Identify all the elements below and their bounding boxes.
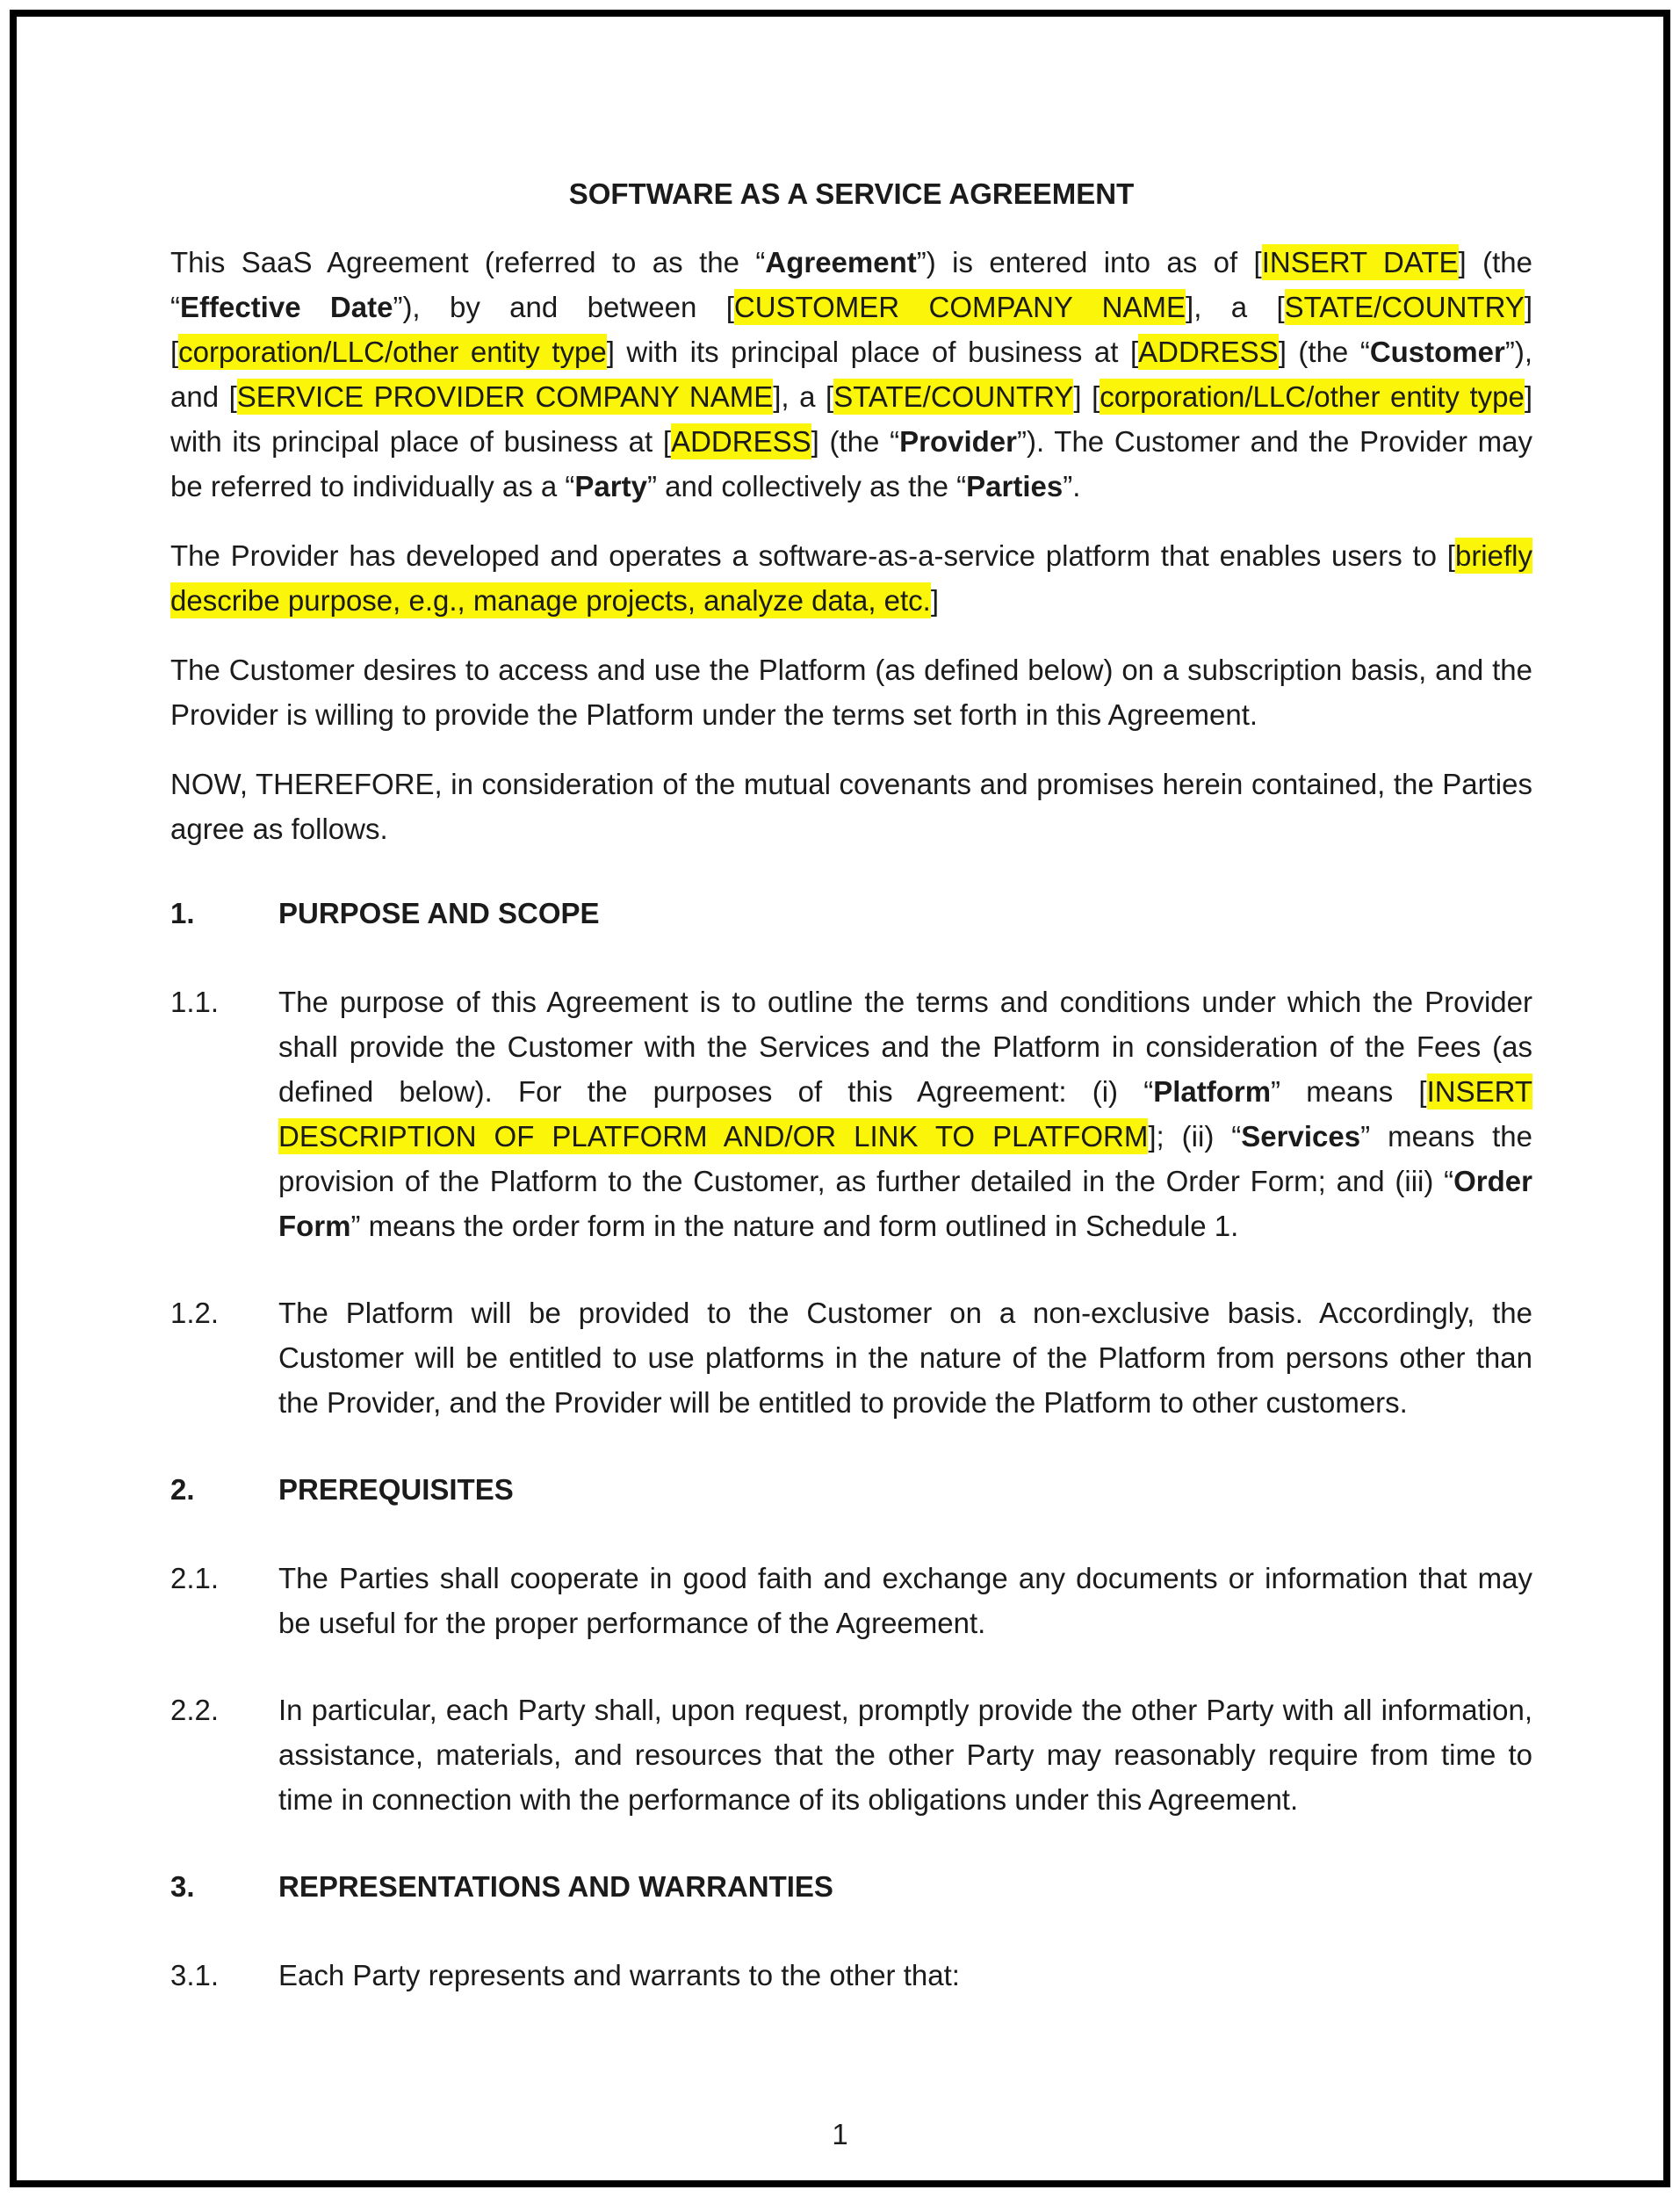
text-run: Order Form (278, 1165, 1532, 1242)
section (170, 1467, 1532, 1822)
clause-number: 2.1. (170, 1562, 220, 1594)
text-run: ”). The Customer and the Provider may be referred to individually as a “ (170, 425, 1533, 502)
text-run: ” means [ (1271, 1075, 1427, 1108)
clause (170, 1556, 1532, 1645)
section-title: PREREQUISITES (278, 1473, 514, 1506)
text-run: ”), by and between [ (393, 291, 734, 323)
text-run: The Platform will be provided to the Customer on a non-exclusive basis. Accordingly, the Customer will be entitled to use platforms in the nature of the Platform from persons other than the Provider, and the Provider will be entitled to provide the Platform to other customers. (278, 1297, 1532, 1419)
text-run: ”) is entered into as of [ (916, 246, 1262, 278)
text-run: Effective Date (180, 291, 393, 323)
text-run: The Provider has developed and operates a software-as-a-service platform that enables users to [ (170, 539, 1455, 572)
section (170, 891, 1532, 1425)
clause (170, 1953, 1532, 1998)
text-run: This SaaS Agreement (referred to as the “ (170, 246, 766, 278)
section-heading (170, 891, 1532, 936)
text-run: ”), and [ (170, 336, 1532, 413)
text-run: ] (the “ (1278, 336, 1370, 368)
text-run: ” means the order form in the nature and form outlined in Schedule 1. (350, 1210, 1239, 1242)
intro-paragraph (170, 762, 1532, 851)
text-run: ]; (ii) “ (1148, 1120, 1242, 1153)
clause (170, 979, 1532, 1248)
clause (170, 1290, 1532, 1425)
section-title: REPRESENTATIONS AND WARRANTIES (278, 1870, 833, 1903)
text-run: ], a [ (773, 380, 834, 413)
text-run: Agreement (765, 246, 917, 278)
clause-text (278, 1562, 1532, 1639)
intro-paragraph (170, 647, 1532, 737)
clause-number: 3.1. (170, 1959, 220, 1991)
section-number: 3. (170, 1870, 195, 1903)
text-run: ” means the provision of the Platform to the Customer, as further detailed in the Order Form; and (iii) “ (278, 1120, 1533, 1197)
placeholder-highlight: CUSTOMER COMPANY NAME (733, 291, 1186, 323)
placeholder-highlight: corporation/LLC/other entity type (1100, 380, 1525, 413)
clause-text (278, 1297, 1532, 1419)
text-run: ] (the “ (170, 246, 1532, 323)
text-run: Each Party represents and warrants to the other that: (278, 1959, 960, 1991)
placeholder-highlight: briefly describe purpose, e.g., manage projects, analyze data, etc. (170, 539, 1532, 617)
placeholder-highlight: INSERT DATE (1261, 246, 1459, 278)
text-run: ] with its principal place of business at [ (606, 336, 1139, 368)
text-run: ] [ (1073, 380, 1100, 413)
text-run: Platform (1153, 1075, 1272, 1108)
clause-number: 1.2. (170, 1297, 220, 1329)
text-run: The Customer desires to access and use the Platform (as defined below) on a subscription basis, and the Provider is willing to provide the Platform under the terms set forth in this Agreement. (170, 654, 1532, 731)
clause (170, 1687, 1532, 1822)
section (170, 1864, 1532, 1998)
sections (170, 891, 1532, 1998)
text-run: Party (574, 470, 647, 502)
text-run: ] with its principal place of business at [ (170, 380, 1532, 458)
text-run: Customer (1369, 336, 1505, 368)
placeholder-highlight: STATE/COUNTRY (833, 380, 1074, 413)
intro-paragraph (170, 240, 1532, 509)
section-number: 1. (170, 897, 195, 929)
text-run: ], a [ (1186, 291, 1285, 323)
text-run: NOW, THEREFORE, in consideration of the mutual covenants and promises herein contained, the Parties agree as follows. (170, 768, 1532, 845)
clause-text (278, 1694, 1532, 1816)
placeholder-highlight: INSERT DESCRIPTION OF PLATFORM AND/OR LINK TO PLATFORM (278, 1075, 1533, 1153)
text-run: ] (930, 584, 940, 617)
clause-text (278, 986, 1532, 1242)
text-run: Parties (966, 470, 1064, 502)
clause-number: 2.2. (170, 1694, 220, 1726)
section-heading (170, 1467, 1532, 1512)
text-run: The Parties shall cooperate in good faith and exchange any documents or information that may be useful for the proper performance of the Agreement. (278, 1562, 1532, 1639)
text-run: ] [ (170, 291, 1532, 368)
text-run: The purpose of this Agreement is to outline the terms and conditions under which the Provider shall provide the Customer with the Services and the Platform in consideration of the Fees (as defined below). For the purposes of this Agreement: (i) “ (278, 986, 1532, 1108)
text-run: In particular, each Party shall, upon request, promptly provide the other Party with all information, assistance, materials, and resources that the other Party may reasonably require from time to time in connection with the performance of its obligations under this Agreement. (278, 1694, 1532, 1816)
page-number: 1 (832, 2118, 848, 2150)
placeholder-highlight: corporation/LLC/other entity type (178, 336, 607, 368)
intro-paragraphs (170, 240, 1532, 851)
section-title: PURPOSE AND SCOPE (278, 897, 600, 929)
placeholder-highlight: STATE/COUNTRY (1284, 291, 1525, 323)
text-run: Provider (899, 425, 1017, 458)
intro-paragraph (170, 533, 1532, 623)
text-run: ”. (1063, 470, 1081, 502)
document-title: SOFTWARE AS A SERVICE AGREEMENT (568, 177, 1135, 210)
clause-text (278, 1959, 960, 1991)
text-run: Services (1241, 1120, 1361, 1153)
placeholder-highlight: SERVICE PROVIDER COMPANY NAME (236, 380, 774, 413)
clause-number: 1.1. (170, 986, 220, 1018)
text-run: ] (the “ (811, 425, 900, 458)
placeholder-highlight: ADDRESS (671, 425, 811, 458)
section-number: 2. (170, 1473, 195, 1506)
section-heading (170, 1864, 1532, 1909)
placeholder-highlight: ADDRESS (1138, 336, 1279, 368)
text-run: ” and collectively as the “ (646, 470, 967, 502)
